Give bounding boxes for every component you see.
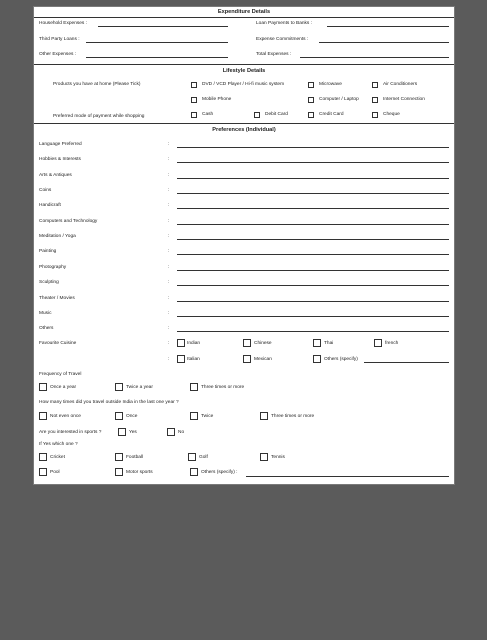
option-air-conditioners: Air Conditioners [383, 82, 418, 87]
colon: : [168, 357, 170, 362]
colon: : [168, 234, 170, 240]
expense-commitments-label: Expense Commitments : [256, 37, 309, 42]
cuisine-label: Favourite Cuisine [39, 341, 77, 346]
option-pool: Pool [50, 470, 60, 475]
preference-label: Music [39, 310, 52, 316]
option-twice-a-year: Twice a year [126, 385, 153, 390]
preference-field[interactable] [177, 224, 449, 225]
sports-others-field[interactable] [246, 476, 449, 477]
preference-field[interactable] [177, 316, 449, 317]
colon: : [168, 203, 170, 209]
option-three-times: Three times or more [271, 414, 315, 419]
other-expenses-label: Other Expenses : [39, 52, 77, 57]
option-microwave: Microwave [319, 82, 342, 87]
checkbox-sports-others[interactable] [190, 468, 198, 476]
preference-field[interactable] [177, 239, 449, 240]
option-cricket: Cricket [50, 455, 65, 460]
checkbox-internet[interactable] [372, 97, 378, 103]
checkbox-twice[interactable] [190, 412, 198, 420]
preference-label: Painting [39, 249, 57, 255]
checkbox-indian[interactable] [177, 339, 185, 347]
colon: : [168, 280, 170, 286]
checkbox-motor-sports[interactable] [115, 468, 123, 476]
checkbox-mobile-phone[interactable] [191, 97, 197, 103]
preference-label: Arts & Antiques [39, 172, 72, 178]
household-expenses-label: Household Expenses : [39, 21, 87, 26]
option-no: No [178, 430, 185, 435]
checkbox-dvd[interactable] [191, 82, 197, 88]
total-expenses-field[interactable] [300, 57, 449, 58]
checkbox-yes[interactable] [118, 428, 126, 436]
checkbox-air-conditioners[interactable] [372, 82, 378, 88]
option-cheque: Cheque [383, 112, 400, 117]
checkbox-once[interactable] [115, 412, 123, 420]
option-french: french [385, 341, 399, 346]
option-football: Football [126, 455, 144, 460]
option-once-a-year: Once a year [50, 385, 77, 390]
preference-field[interactable] [177, 162, 449, 163]
travel-outside-label: How many times did you travel outside India in the last one year ? [39, 400, 179, 405]
products-label: Products you have at home (Please Tick) [53, 82, 141, 87]
preference-field[interactable] [177, 254, 449, 255]
sports-which-label: If Yes which one ? [39, 442, 78, 447]
option-cuisine-others: Others (specify) [324, 357, 358, 362]
option-italian: Italian [187, 357, 200, 362]
checkbox-pool[interactable] [39, 468, 47, 476]
checkbox-not-even-once[interactable] [39, 412, 47, 420]
checkbox-cheque[interactable] [372, 112, 378, 118]
divider [34, 123, 454, 124]
colon: : [168, 326, 170, 332]
preference-field[interactable] [177, 147, 449, 148]
checkbox-no[interactable] [167, 428, 175, 436]
loan-payments-label: Loan Payments to Banks : [256, 21, 312, 26]
option-cash: Cash [202, 112, 214, 117]
preference-label: Sculpting [39, 280, 59, 286]
checkbox-mexican[interactable] [243, 355, 251, 363]
checkbox-italian[interactable] [177, 355, 185, 363]
preference-label: Handicraft [39, 203, 61, 209]
form-sheet [33, 6, 455, 485]
option-computer-laptop: Computer / Laptop [319, 97, 359, 102]
sports-interest-label: Are you interested in sports ? [39, 430, 102, 435]
colon: : [168, 142, 170, 147]
colon: : [168, 157, 170, 163]
loan-payments-field[interactable] [327, 26, 449, 27]
preference-field[interactable] [177, 270, 449, 271]
preference-label: Language Preferred [39, 142, 82, 147]
household-expenses-field[interactable] [98, 26, 228, 27]
preference-field[interactable] [177, 285, 449, 286]
colon: : [168, 310, 170, 316]
checkbox-thai[interactable] [313, 339, 321, 347]
option-not-even-once: Not even once [50, 414, 81, 419]
option-mobile-phone: Mobile Phone [202, 97, 232, 102]
colon: : [168, 264, 170, 270]
preference-label: Hobbies & Interests [39, 157, 81, 163]
preferences-title: Preferences (Individual) [212, 127, 276, 133]
lifestyle-title: Lifestyle Details [222, 68, 266, 74]
colon: : [168, 218, 170, 224]
preference-label: Computers and Technology [39, 218, 98, 224]
option-once: Once [126, 414, 138, 419]
colon: : [168, 188, 170, 194]
checkbox-chinese[interactable] [243, 339, 251, 347]
option-internet: Internet Connection [383, 97, 425, 102]
checkbox-three-times[interactable] [260, 412, 268, 420]
checkbox-microwave[interactable] [308, 82, 314, 88]
preference-field[interactable] [177, 208, 449, 209]
preference-label: Photography [39, 264, 67, 270]
checkbox-once-a-year[interactable] [39, 383, 47, 391]
option-yes: Yes [129, 430, 137, 435]
option-sports-others: Others (specify) : [201, 470, 238, 475]
preference-field[interactable] [177, 331, 449, 332]
colon: : [168, 249, 170, 255]
checkbox-cash[interactable] [191, 112, 197, 118]
payment-label: Preferred mode of payment while shopping [53, 114, 145, 119]
preference-field[interactable] [177, 193, 449, 194]
checkbox-golf[interactable] [188, 453, 196, 461]
checkbox-cuisine-others[interactable] [313, 355, 321, 363]
colon: : [168, 172, 170, 178]
preference-label: Theater / Movies [39, 295, 75, 301]
option-credit-card: Credit Card [319, 112, 344, 117]
checkbox-debit-card[interactable] [254, 112, 260, 118]
checkbox-three-times-year[interactable] [190, 383, 198, 391]
option-debit-card: Debit Card [265, 112, 288, 117]
option-dvd: DVD / VCD Player / Hi-fi music system [202, 82, 285, 87]
option-golf: Golf [199, 455, 208, 460]
option-thai: Thai [324, 341, 334, 346]
cuisine-others-field[interactable] [364, 362, 449, 363]
total-expenses-label: Total Expenses : [256, 52, 292, 57]
checkbox-football[interactable] [115, 453, 123, 461]
preference-field[interactable] [177, 301, 449, 302]
checkbox-computer-laptop[interactable] [308, 97, 314, 103]
colon: : [168, 341, 170, 346]
expense-commitments-field[interactable] [319, 42, 449, 43]
expenditure-title: Expenditure Details [217, 9, 271, 15]
option-chinese: Chinese [254, 341, 272, 346]
travel-frequency-label: Frequency of Travel [39, 372, 82, 377]
option-twice: Twice [201, 414, 214, 419]
option-three-times-year: Three times or more [201, 385, 245, 390]
preference-label: Others [39, 326, 54, 332]
option-mexican: Mexican [254, 357, 272, 362]
third-party-loans-label: Third Party Loans : [39, 37, 80, 42]
option-tennis: Tennis [271, 455, 285, 460]
checkbox-french[interactable] [374, 339, 382, 347]
third-party-loans-field[interactable] [86, 42, 228, 43]
preference-label: Meditation / Yoga [39, 234, 76, 240]
preference-field[interactable] [177, 178, 449, 179]
checkbox-credit-card[interactable] [308, 112, 314, 118]
checkbox-tennis[interactable] [260, 453, 268, 461]
divider [34, 64, 454, 65]
checkbox-twice-a-year[interactable] [115, 383, 123, 391]
colon: : [168, 295, 170, 301]
option-indian: Indian [187, 341, 201, 346]
other-expenses-field[interactable] [86, 57, 228, 58]
option-motor-sports: Motor sports [126, 470, 153, 475]
divider [34, 17, 454, 18]
checkbox-cricket[interactable] [39, 453, 47, 461]
preference-label: Coins [39, 188, 52, 194]
